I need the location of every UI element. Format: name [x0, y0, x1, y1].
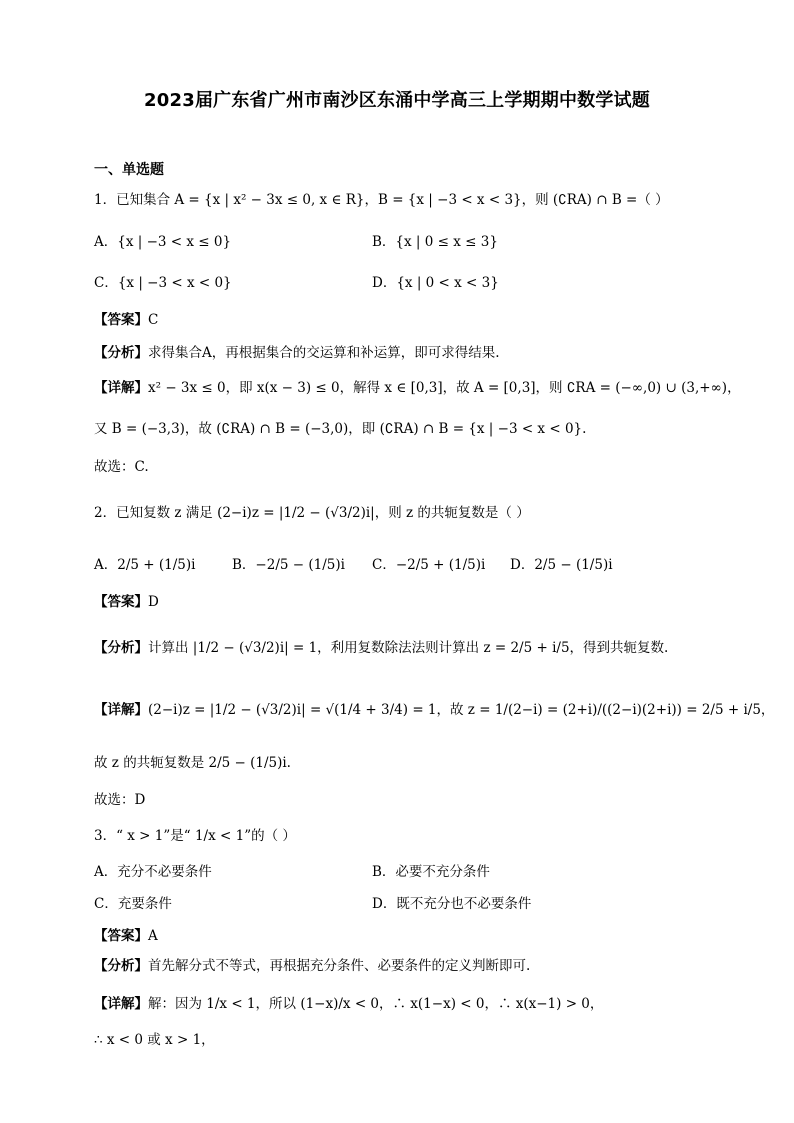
question-3-stem: 3．“ x > 1”是“ 1/x < 1”的（ ）	[94, 828, 296, 844]
question-2-analysis	[94, 638, 668, 658]
answer-value: A	[148, 928, 158, 944]
question-3-analysis	[94, 956, 530, 976]
analysis-text: 首先解分式不等式，再根据充分条件、必要条件的定义判断即可.	[148, 958, 531, 974]
question-3-option-a: A．充分不必要条件	[94, 864, 212, 880]
question-1-detail	[94, 378, 741, 398]
question-1-option-b: B．{x | 0 ≤ x ≤ 3}	[372, 234, 498, 250]
question-1-answer	[94, 310, 158, 330]
question-1-option-c: C．{x | −3 < x < 0}	[94, 275, 232, 291]
analysis-tag: 【分析】	[94, 958, 148, 974]
question-1-option-d: D．{x | 0 < x < 3}	[372, 275, 499, 291]
page-title: 2023届广东省广州市南沙区东涌中学高三上学期期中数学试题	[144, 90, 650, 111]
detail-tag: 【详解】	[94, 702, 148, 718]
question-2-option-c: C．−2/5 + (1/5)i	[372, 557, 486, 573]
analysis-tag: 【分析】	[94, 345, 148, 361]
question-2-answer	[94, 592, 159, 612]
answer-tag: 【答案】	[94, 312, 148, 328]
analysis-text: 求得集合A，再根据集合的交运算和补运算，即可求得结果.	[148, 345, 500, 361]
answer-tag: 【答案】	[94, 594, 148, 610]
question-3-detail	[94, 994, 603, 1014]
question-1-detail-continued: 又 B = (−3,3)，故 (∁RA) ∩ B = (−3,0)，即 (∁RA) ∩ B = {x | −3 < x < 0}.	[94, 421, 587, 437]
question-2-conclusion: 故选：D	[94, 792, 146, 808]
answer-tag: 【答案】	[94, 928, 148, 944]
question-3-answer	[94, 926, 158, 946]
analysis-tag: 【分析】	[94, 640, 148, 656]
analysis-text: 计算出 |1/2 − (√3/2)i| = 1，利用复数除法法则计算出 z = 2/5 + i/5，得到共轭复数.	[148, 640, 669, 656]
detail-tag: 【详解】	[94, 996, 148, 1012]
question-2-option-b: B．−2/5 − (1/5)i	[232, 557, 345, 573]
question-2-stem: 2．已知复数 z 满足 (2−i)z = |1/2 − (√3/2)i|，则 z 的共轭复数是（ ）	[94, 505, 530, 521]
question-3-option-c: C．充要条件	[94, 896, 172, 912]
question-2-detail	[94, 700, 774, 720]
question-3-option-d: D．既不充分也不必要条件	[372, 896, 532, 912]
question-1-analysis	[94, 343, 500, 363]
question-1-stem: 1．已知集合 A = {x | x² − 3x ≤ 0, x ∈ R}，B = {x | −3 < x < 3}，则 (∁RA) ∩ B =（ ）	[94, 192, 669, 208]
detail-tag: 【详解】	[94, 380, 148, 396]
question-2-option-a: A．2/5 + (1/5)i	[94, 557, 196, 573]
question-1-option-a: A．{x | −3 < x ≤ 0}	[94, 234, 232, 250]
question-1-conclusion: 故选：C.	[94, 459, 149, 475]
section-heading: 一、单选题	[94, 162, 164, 178]
detail-text: (2−i)z = |1/2 − (√3/2)i| = √(1/4 + 3/4) = 1，故 z = 1/(2−i) = (2+i)/((2−i)(2+i)) = 2/5 + i/5，	[148, 702, 775, 718]
answer-value: C	[148, 312, 159, 328]
question-2-detail-continued: 故 z 的共轭复数是 2/5 − (1/5)i.	[94, 755, 291, 771]
answer-value: D	[148, 594, 159, 610]
question-3-detail-continued: ∴ x < 0 或 x > 1，	[94, 1032, 215, 1048]
detail-text: x² − 3x ≤ 0，即 x(x − 3) ≤ 0，解得 x ∈ [0,3]，故 A = [0,3]，则 ∁RA = (−∞,0) ∪ (3,+∞)，	[148, 380, 741, 396]
question-3-option-b: B．必要不充分条件	[372, 864, 490, 880]
question-2-option-d: D．2/5 − (1/5)i	[510, 557, 613, 573]
detail-text: 解：因为 1/x < 1，所以 (1−x)/x < 0，∴ x(1−x) < 0，∴ x(x−1) > 0，	[148, 996, 604, 1012]
